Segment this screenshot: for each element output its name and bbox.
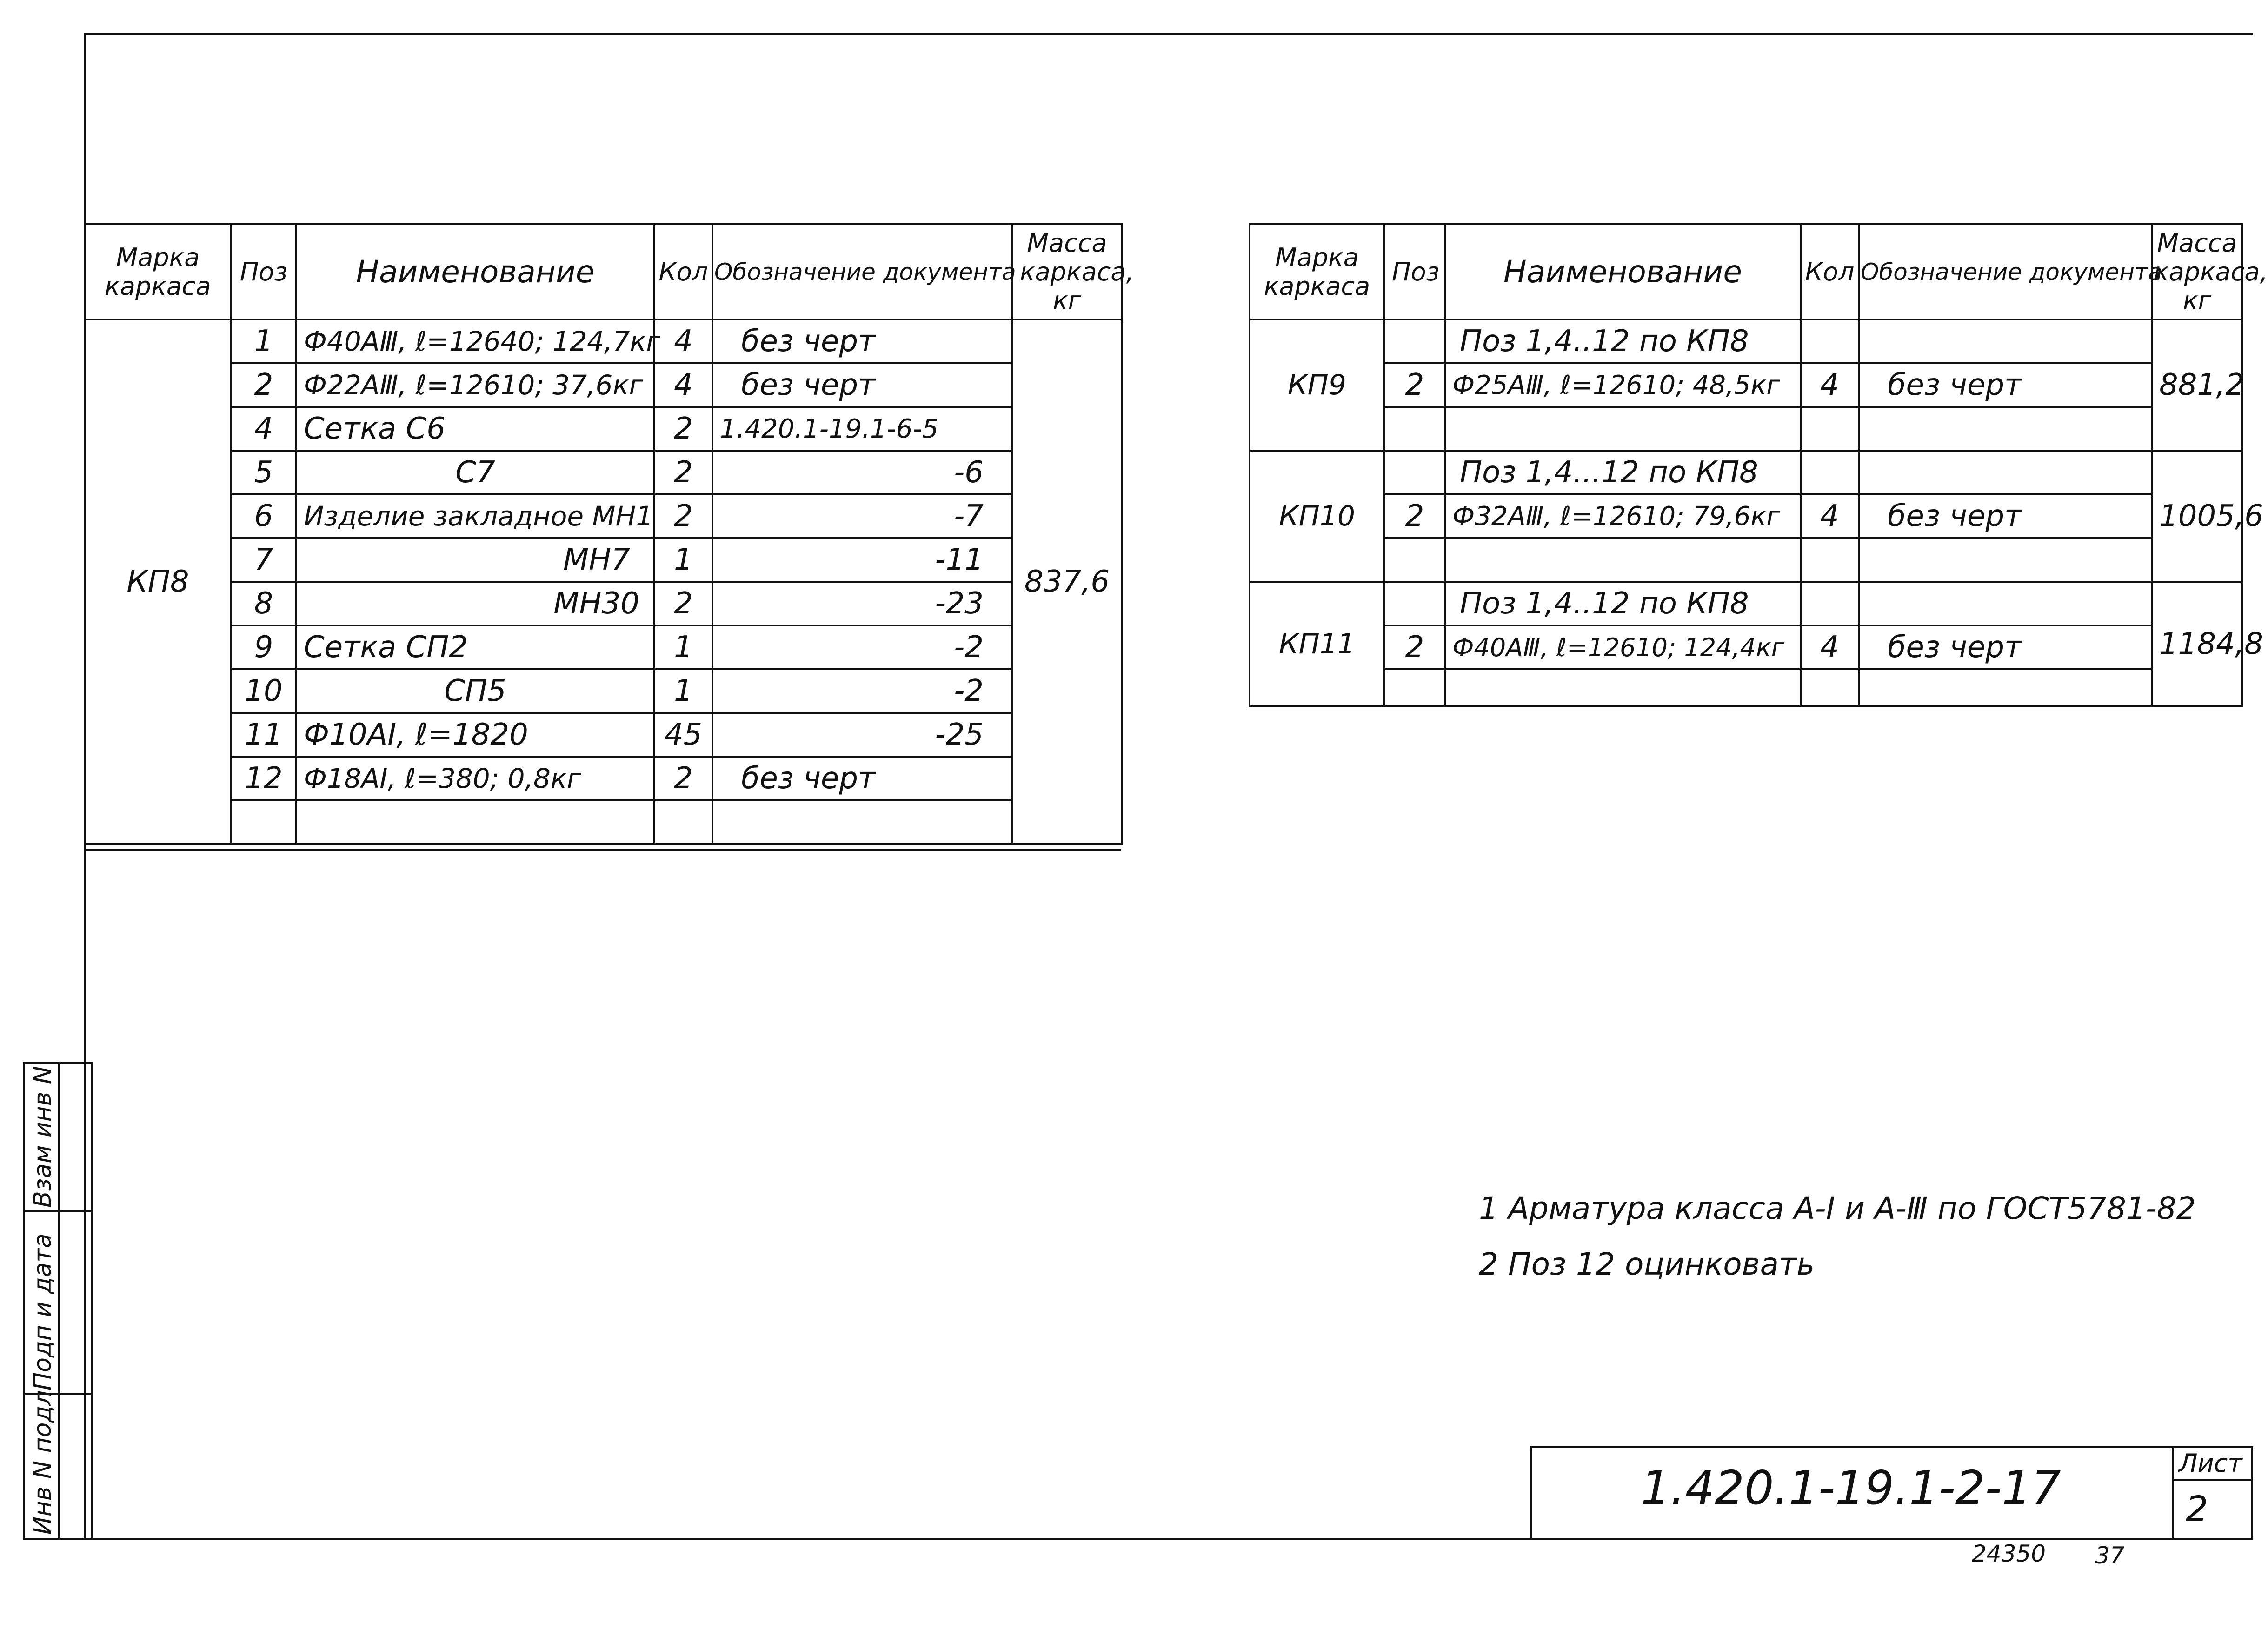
row-qty — [1801, 669, 1859, 706]
row-pos: 2 — [231, 363, 296, 407]
left-spec-table — [84, 223, 1134, 845]
row-pos: 1 — [231, 319, 296, 363]
table-row — [85, 538, 1122, 582]
row-pos: 7 — [231, 538, 296, 582]
row-pos: 12 — [231, 757, 296, 800]
row-name — [1445, 538, 1801, 582]
row-name: Ф22АⅢ, ℓ=12610; 37,6кг — [296, 363, 654, 407]
row-pos: 9 — [231, 625, 296, 669]
row-pos — [231, 800, 296, 844]
row-pos: 2 — [1384, 625, 1445, 669]
header-qty: Кол — [1801, 224, 1859, 319]
row-doc: -25 — [712, 713, 1012, 757]
right-table-header-row — [1250, 224, 2242, 319]
row-name: Сетка С6 — [296, 407, 654, 451]
row-doc: -23 — [712, 582, 1012, 625]
row-qty — [654, 800, 712, 844]
frame-mark: КП8 — [85, 319, 231, 844]
row-qty: 1 — [654, 625, 712, 669]
row-doc: -2 — [712, 625, 1012, 669]
row-doc — [712, 800, 1012, 844]
row-name: СП5 — [296, 669, 654, 713]
row-pos — [1384, 669, 1445, 706]
row-doc — [1859, 319, 2152, 363]
row-doc — [1859, 669, 2152, 706]
row-doc: -11 — [712, 538, 1012, 582]
note-1: 1 Арматура класса А-Ⅰ и А-Ⅲ по ГОСТ5781-82 — [1479, 1190, 2196, 1226]
row-name: МН7 — [296, 538, 654, 582]
row-doc — [1859, 582, 2152, 625]
table-row — [1250, 319, 2242, 363]
row-qty: 2 — [654, 582, 712, 625]
sheet-label: Лист — [2179, 1449, 2242, 1478]
header-qty: Кол — [654, 224, 712, 319]
row-pos: 8 — [231, 582, 296, 625]
row-pos: 5 — [231, 451, 296, 494]
row-doc — [1859, 538, 2152, 582]
title-stamp-divider — [2172, 1446, 2174, 1540]
table-row — [1250, 451, 2242, 494]
header-mark: Марка каркаса — [1250, 224, 1384, 319]
sheet-number: 2 — [2186, 1488, 2208, 1529]
table-row — [85, 451, 1122, 494]
row-qty — [1801, 451, 1859, 494]
page-number: 37 — [2095, 1542, 2125, 1569]
row-name: Ф40АⅢ, ℓ=12640; 124,7кг — [296, 319, 654, 363]
row-doc: без черт — [712, 363, 1012, 407]
row-name: МН30 — [296, 582, 654, 625]
row-pos — [1384, 582, 1445, 625]
left-table-header-row — [85, 224, 1122, 319]
table-row — [85, 800, 1122, 844]
row-pos: 10 — [231, 669, 296, 713]
row-pos: 6 — [231, 494, 296, 538]
row-ref: Поз 1,4...12 по КП8 — [1445, 451, 1801, 494]
table-row — [1250, 538, 2242, 582]
table-row — [85, 494, 1122, 538]
row-qty — [1801, 319, 1859, 363]
table-row — [85, 757, 1122, 800]
table-row — [85, 669, 1122, 713]
table-row — [85, 363, 1122, 407]
table-row — [85, 713, 1122, 757]
row-doc: -2 — [712, 669, 1012, 713]
header-name: Наименование — [296, 224, 654, 319]
note-2: 2 Поз 12 оцинковать — [1479, 1246, 1815, 1282]
frame-top-line — [84, 33, 2253, 35]
row-pos — [1384, 319, 1445, 363]
header-mass: Масса каркаса, кг — [1012, 224, 1122, 319]
row-pos: 4 — [231, 407, 296, 451]
row-qty: 4 — [1801, 625, 1859, 669]
table-row — [85, 625, 1122, 669]
row-qty: 4 — [654, 363, 712, 407]
row-doc — [1859, 451, 2152, 494]
side-stamp-divider — [58, 1062, 60, 1540]
frame-mark: КП10 — [1250, 451, 1384, 582]
frame-mark: КП11 — [1250, 582, 1384, 706]
row-qty: 4 — [654, 319, 712, 363]
frame-mass: 881,2 — [2152, 319, 2242, 451]
row-doc: -6 — [712, 451, 1012, 494]
row-qty: 4 — [1801, 363, 1859, 407]
row-doc: 1.420.1-19.1-6-5 — [712, 407, 1012, 451]
row-doc — [1859, 407, 2152, 451]
order-number: 24350 — [1972, 1540, 2046, 1567]
header-mark: Марка каркаса — [85, 224, 231, 319]
table-row — [1250, 669, 2242, 706]
side-stamp-field-sign: Подп и дата — [29, 1233, 57, 1390]
frame-mass: 1005,6 — [2152, 451, 2242, 582]
frame-mass: 837,6 — [1012, 319, 1122, 844]
table-row — [85, 582, 1122, 625]
row-qty: 45 — [654, 713, 712, 757]
row-qty: 4 — [1801, 494, 1859, 538]
row-name: Ф18АⅠ, ℓ=380; 0,8кг — [296, 757, 654, 800]
side-stamp-field-replace: Взам инв N — [29, 1066, 57, 1208]
row-doc: без черт — [712, 757, 1012, 800]
row-doc: без черт — [712, 319, 1012, 363]
row-pos: 2 — [1384, 363, 1445, 407]
row-name: Ф25АⅢ, ℓ=12610; 48,5кг — [1445, 363, 1801, 407]
side-stamp-field-inv: Инв N подл — [29, 1390, 57, 1535]
table-row — [1250, 625, 2242, 669]
row-name: Изделие закладное МН1 — [296, 494, 654, 538]
row-qty — [1801, 407, 1859, 451]
sheet-cell-divider — [2172, 1479, 2253, 1481]
row-qty — [1801, 582, 1859, 625]
table-row — [1250, 582, 2242, 625]
row-qty: 2 — [654, 407, 712, 451]
row-ref: Поз 1,4..12 по КП8 — [1445, 582, 1801, 625]
row-name — [1445, 407, 1801, 451]
row-name: Ф40АⅢ, ℓ=12610; 124,4кг — [1445, 625, 1801, 669]
sheet-separator-line — [84, 849, 1121, 851]
row-name: Сетка СП2 — [296, 625, 654, 669]
row-doc: без черт — [1859, 363, 2152, 407]
row-doc: без черт — [1859, 625, 2152, 669]
row-qty: 2 — [654, 494, 712, 538]
table-row — [1250, 494, 2242, 538]
row-pos — [1384, 451, 1445, 494]
header-pos: Поз — [231, 224, 296, 319]
row-pos — [1384, 538, 1445, 582]
row-name: Ф32АⅢ, ℓ=12610; 79,6кг — [1445, 494, 1801, 538]
row-name: С7 — [296, 451, 654, 494]
row-doc: -7 — [712, 494, 1012, 538]
row-qty: 1 — [654, 669, 712, 713]
row-pos: 2 — [1384, 494, 1445, 538]
table-row — [1250, 363, 2242, 407]
row-pos — [1384, 407, 1445, 451]
row-qty: 1 — [654, 538, 712, 582]
document-designation: 1.420.1-19.1-2-17 — [1641, 1461, 2061, 1515]
header-doc: Обозначение документа — [712, 224, 1012, 319]
row-qty: 2 — [654, 757, 712, 800]
table-row — [1250, 407, 2242, 451]
row-qty — [1801, 538, 1859, 582]
frame-mark: КП9 — [1250, 319, 1384, 451]
row-doc: без черт — [1859, 494, 2152, 538]
frame-mass: 1184,8 — [2152, 582, 2242, 706]
row-ref: Поз 1,4..12 по КП8 — [1445, 319, 1801, 363]
header-name: Наименование — [1445, 224, 1801, 319]
side-stamp-sep-1 — [23, 1210, 93, 1212]
row-name — [296, 800, 654, 844]
row-qty: 2 — [654, 451, 712, 494]
header-mass: Масса каркаса, кг — [2152, 224, 2242, 319]
row-name — [1445, 669, 1801, 706]
right-spec-table — [1249, 223, 2268, 707]
table-row — [85, 407, 1122, 451]
table-row — [85, 319, 1122, 363]
row-name: Ф10АⅠ, ℓ=1820 — [296, 713, 654, 757]
header-doc: Обозначение документа — [1859, 224, 2152, 319]
header-pos: Поз — [1384, 224, 1445, 319]
row-pos: 11 — [231, 713, 296, 757]
